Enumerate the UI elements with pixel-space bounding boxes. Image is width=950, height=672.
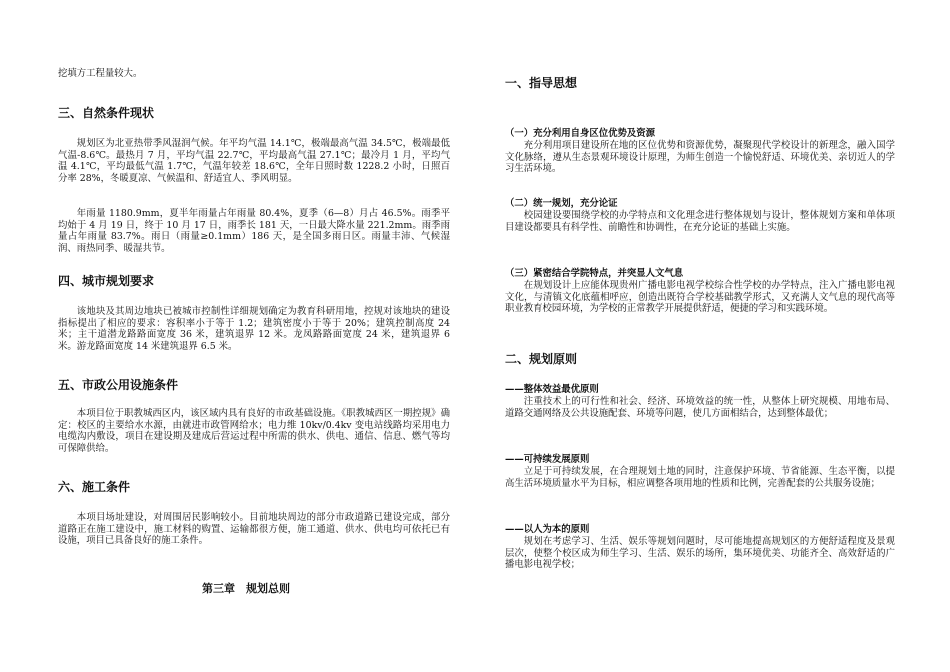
section-6-heading: 六、施工条件 xyxy=(58,480,131,494)
section-5-heading: 五、市政公用设施条件 xyxy=(58,378,179,392)
principle-1-text: 注重技术上的可行性和社会、经济、环境效益的统一性，从整体上研究规模、用地布局、道路交通网络及公共设施配套、环境等问题，使几方面相结合，达到整体最优； xyxy=(505,396,895,419)
guiding-sub-1-title: （一）充分利用自身区位优势及资源 xyxy=(505,128,656,139)
principle-2-title: ——可持续发展原则 xyxy=(505,454,590,465)
guiding-sub-3-title: （三）紧密结合学院特点，并突显人文气息 xyxy=(505,268,684,279)
guiding-sub-2-title: （二）统一规划，充分论证 xyxy=(505,198,618,209)
principle-1-title: ——整体效益最优原则 xyxy=(505,384,599,395)
guiding-sub-2-text: 校园建设要围绕学校的办学特点和文化理念进行整体规划与设计，整体规划方案和单体项目建设都要具有科学性、前瞻性和协调性，在充分论证的基础上实施。 xyxy=(505,210,895,233)
section-6-paragraph: 本项目场址建设，对周围居民影响较小。目前地块周边的部分市政道路已建设完成，部分道路正在施工建设中，施工材料的购置、运输都很方便，施工通道、供水、供电均可依托已有设施，项目已具备良好的施工条件。 xyxy=(58,512,450,547)
principle-3-title: ——以人为本的原则 xyxy=(505,524,590,535)
chapter-title: 第三章 规划总则 xyxy=(202,582,290,595)
section-5-paragraph: 本项目位于职教城西区内，该区域内具有良好的市政基础设施。《职教城西区一期控规》确定：校区的主要给水水源，由就进市政管网给水；电力维 10kv/0.4kv 变电站线路均采用电力电缆沟内敷设，项目在建设期及建成后营运过程中所需的供水、供电、通信、信息、燃气等均可保障供给。 xyxy=(58,408,450,454)
section-3-paragraph-2: 年雨量 1180.9mm，夏半年雨量占年雨量 80.4%，夏季（6—8）月占 46.5%。雨季平均始于 4 月 19 日，终于 10 月 17 日，雨季长 181 天，一日最大降水量 221.2mm。雨季雨量占年雨量 83.7%。雨日（雨量≥0.1mm）186 天，是全国多雨日区。雨量丰沛、气候湿润、雨热同季、暖湿共节。 xyxy=(58,208,450,254)
principles-heading: 二、规划原则 xyxy=(505,352,578,366)
section-4-paragraph: 该地块及其周边地块已被城市控制性详细规划确定为教育科研用地，控规对该地块的建设指标提出了相应的要求：容积率小于等于 1.2；建筑密度小于等于 20%；建筑控制高度 24 米；主干道潜龙路路面宽度 36 米，建筑退界 12 米。龙凤路路面宽度 24 米，建筑退界 6 米。游龙路面宽度 14 米建筑退界 6.5 米。 xyxy=(58,306,450,352)
principle-3-text: 规划在考虑学习、生活、娱乐等规划问题时，尽可能地提高规划区的方便舒适程度及景观层次，使整个校区成为师生学习、生活、娱乐的场所，集环境优美、功能齐全、高效舒适的广播电影电视学校； xyxy=(505,536,895,571)
intro-tail: 挖填方工程量较大。 xyxy=(58,68,143,79)
guiding-sub-1-text: 充分利用项目建设所在地的区位优势和资源优势，凝聚现代学校设计的新理念，融入国学文化脉络，遵从生态景观环境设计原理，为师生创造一个愉悦舒适、环境优美、亲切近人的学习生活环境。 xyxy=(505,140,895,175)
section-3-heading: 三、自然条件现状 xyxy=(58,106,155,120)
section-4-heading: 四、城市规划要求 xyxy=(58,274,155,288)
principle-2-text: 立足于可持续发展，在合理规划土地的同时，注意保护环境、节省能源、生态平衡，以提高生活环境质量水平为目标，相应调整各项用地的性质和比例，完善配套的公共服务设施； xyxy=(505,466,895,489)
guiding-heading: 一、指导思想 xyxy=(505,76,578,90)
section-3-paragraph-1: 规划区为北亚热带季风湿润气候。年平均气温 14.1℃，极端最高气温 34.5℃，极端最低气温-8.6℃。最热月 7 月，平均气温 22.7℃，平均最高气温 27.1℃；最冷月 1 月，平均气温 4.1℃，平均最低气温 1.7℃，气温年较差 18.6℃，全年日照时数 1228.2 小时，日照百分率 28%，冬暖夏凉、气候温和、舒适宜人、季风明显。 xyxy=(58,138,450,184)
guiding-sub-3-text: 在规划设计上应能体现贵州广播电影电视学校综合性学校的办学特点，注入广播电影电视文化，与清镇文化底蕴相呼应，创造出既符合学校基础教学形式，又充满人文气息的现代高等职业教育校园环境，为学校的正常教学开展提供舒适，便捷的学习和实践环境。 xyxy=(505,280,895,315)
